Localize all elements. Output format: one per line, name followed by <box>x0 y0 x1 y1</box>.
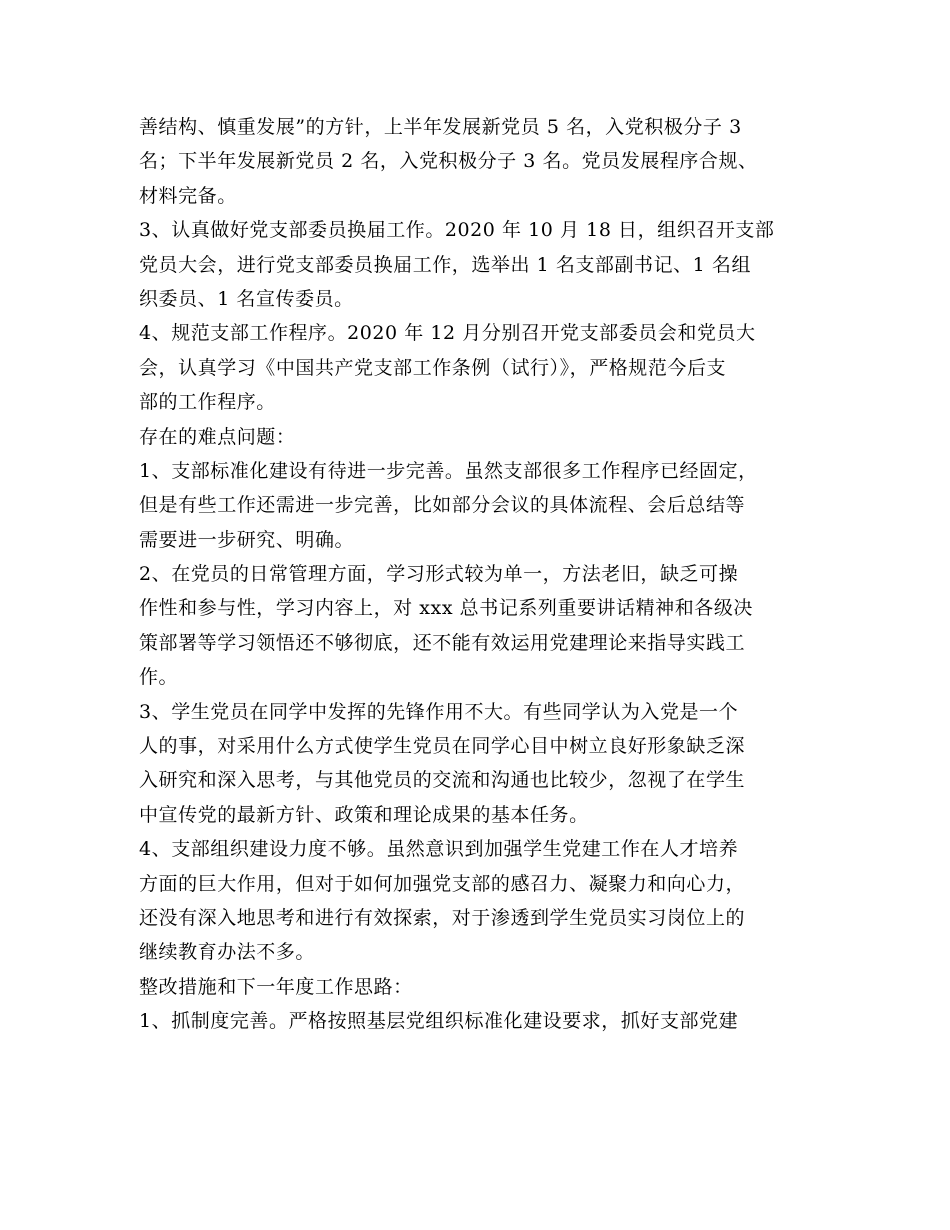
text-line: 名；下半年发展新党员 2 名，入党积极分子 3 名。党员发展程序合规、 <box>139 150 758 173</box>
text-line: 2、在党员的日常管理方面，学习形式较为单一，方法老旧，缺乏可操 <box>139 563 739 586</box>
text-line: 部的工作程序。 <box>139 391 276 414</box>
text-line: 需要进一步研究、明确。 <box>139 528 355 551</box>
text-line: 方面的巨大作用，但对于如何加强党支部的感召力、凝聚力和向心力， <box>139 872 746 895</box>
text-line: 作性和参与性，学习内容上，对 xxx 总书记系列重要讲话精神和各级决 <box>139 597 753 620</box>
document-body <box>139 110 819 1039</box>
text-line: 3、学生党员在同学中发挥的先锋作用不大。有些同学认为入党是一个 <box>139 700 739 723</box>
text-line: 会，认真学习《中国共产党支部工作条例（试行）》，严格规范今后支 <box>139 356 727 379</box>
text-line: 中宣传党的最新方针、政策和理论成果的基本任务。 <box>139 803 589 826</box>
section-heading: 存在的难点问题： <box>139 425 296 448</box>
text-line: 3、认真做好党支部委员换届工作。2020 年 10 月 18 日，组织召开支部 <box>139 219 775 242</box>
text-line: 材料完备。 <box>139 184 237 207</box>
text-line: 1、抓制度完善。严格按照基层党组织标准化建设要求，抓好支部党建 <box>139 1010 739 1033</box>
text-line: 但是有些工作还需进一步完善，比如部分会议的具体流程、会后总结等 <box>139 494 746 517</box>
text-line: 4、规范支部工作程序。2020 年 12 月分别召开党支部委员会和党员大 <box>139 322 756 345</box>
section-heading: 整改措施和下一年度工作思路： <box>139 975 413 998</box>
text-line: 织委员、1 名宣传委员。 <box>139 287 354 310</box>
text-line: 继续教育办法不多。 <box>139 941 315 964</box>
text-line: 党员大会，进行党支部委员换届工作，选举出 1 名支部副书记、1 名组 <box>139 253 751 276</box>
text-line: 人的事，对采用什么方式使学生党员在同学心目中树立良好形象缺乏深 <box>139 735 746 758</box>
text-line: 1、支部标准化建设有待进一步完善。虽然支部很多工作程序已经固定， <box>139 459 758 482</box>
text-line: 4、支部组织建设力度不够。虽然意识到加强学生党建工作在人才培养 <box>139 838 739 861</box>
text-line: 善结构、慎重发展”的方针，上半年发展新党员 5 名，入党积极分子 3 <box>139 116 742 138</box>
text-line: 作。 <box>139 666 179 689</box>
text-line: 策部署等学习领悟还不够彻底，还不能有效运用党建理论来指导实践工 <box>139 631 746 654</box>
text-line: 入研究和深入思考，与其他党员的交流和沟通也比较少，忽视了在学生 <box>139 769 746 792</box>
text-line: 还没有深入地思考和进行有效探索，对于渗透到学生党员实习岗位上的 <box>139 906 746 929</box>
